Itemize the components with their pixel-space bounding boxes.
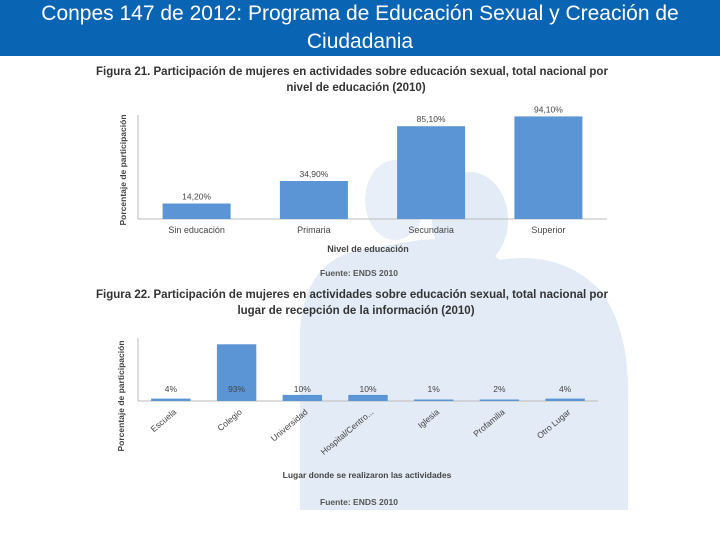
data-label-4: 10% — [359, 384, 377, 394]
figure-21-ylabel: Porcentaje de participación — [118, 114, 128, 226]
bar-5 — [414, 400, 453, 402]
bar-2 — [280, 181, 348, 219]
bar-4 — [514, 116, 582, 219]
bar-7 — [545, 399, 584, 401]
tick-label-1: Escuela — [148, 406, 179, 434]
figure-21-title-line1: Figura 21. Participación de mujeres en actividades sobre educación sexual, total nacional por — [96, 66, 608, 78]
figure-21-source: Fuente: ENDS 2010 — [320, 268, 398, 278]
figure-22-title — [96, 287, 656, 319]
data-label-3: 85,10% — [416, 114, 446, 125]
figure-22-title-line1: Figura 22. Participación de mujeres en actividades sobre educación sexual, total nacional por — [96, 289, 608, 301]
figure-22-ylabel: Porcentaje de participación — [116, 340, 126, 452]
data-label-4: 94,10% — [533, 104, 563, 115]
figure-21-title — [96, 64, 656, 96]
data-label-3: 10% — [293, 384, 311, 394]
figure-22-source: Fuente: ENDS 2010 — [320, 497, 398, 507]
bar-1 — [163, 204, 231, 220]
tick-label-3: Secundaria — [408, 225, 454, 235]
figure-21-title-line2: nivel de educación (2010) — [286, 82, 426, 94]
figure-21-chart — [110, 100, 620, 260]
tick-label-2: Primaria — [297, 225, 331, 235]
tick-label-6: Profamilia — [471, 406, 507, 439]
data-label-1: 4% — [164, 384, 178, 394]
bar-1 — [151, 399, 190, 401]
figure-22-title-line2: lugar de recepción de la información (2010) — [237, 305, 475, 317]
tick-label-3: Universidad — [268, 406, 310, 444]
figure-22-xlabel: Lugar donde se realizaron las actividades — [282, 470, 452, 480]
data-label-5: 1% — [427, 384, 440, 394]
figure-22-chart — [110, 330, 620, 485]
tick-label-1: Sin educación — [168, 225, 225, 235]
data-label-2: 34,90% — [299, 169, 329, 179]
tick-label-5: Iglesia — [415, 406, 441, 431]
bar-3 — [397, 126, 465, 219]
data-label-7: 4% — [558, 384, 572, 394]
bar-3 — [283, 395, 322, 401]
data-label-1: 14,20% — [182, 191, 212, 202]
bar-4 — [348, 395, 387, 401]
bar-6 — [480, 400, 519, 402]
data-label-2: 93% — [228, 384, 246, 394]
data-label-6: 2% — [493, 384, 506, 394]
tick-label-4: Superior — [531, 225, 566, 235]
slide-title: Conpes 147 de 2012: Programa de Educación Sexual y Creación de Ciudadania — [0, 0, 720, 56]
tick-label-2: Colegio — [215, 406, 244, 434]
tick-label-4: Hospital/Centro... — [318, 406, 376, 457]
tick-label-7: Otro Lugar — [534, 406, 573, 441]
figure-21-xlabel: Nivel de educación — [327, 244, 409, 254]
